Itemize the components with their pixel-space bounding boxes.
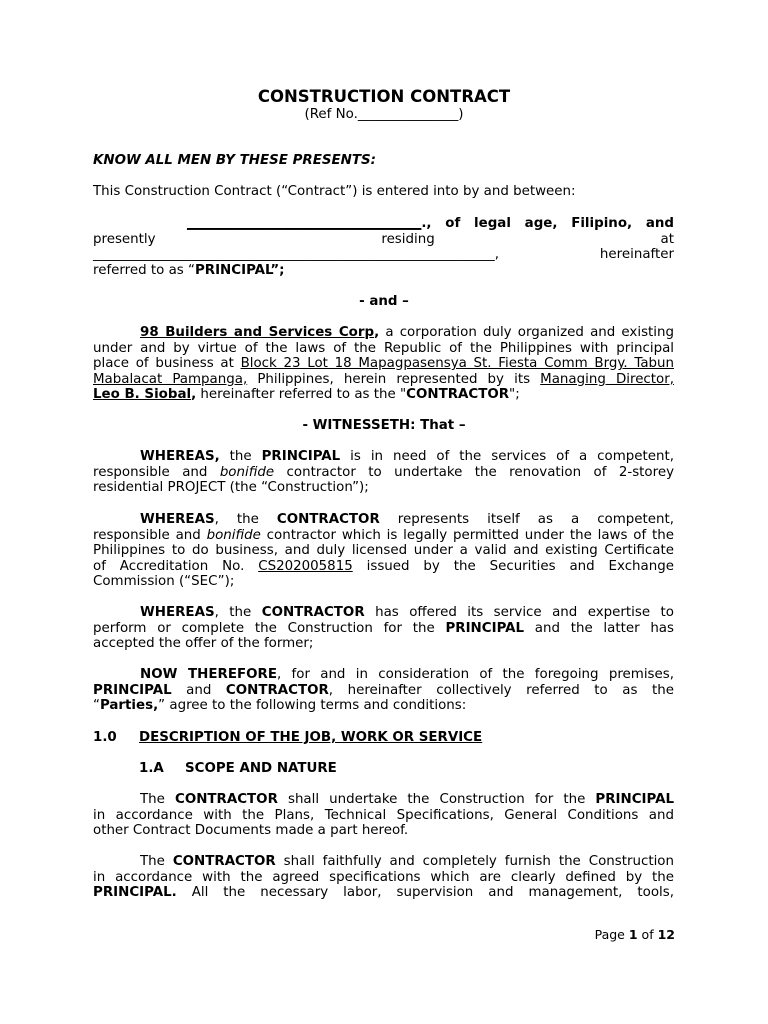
principal-line-2: presently residing at <box>93 231 674 247</box>
page-number: Page 1 of 12 <box>594 927 675 942</box>
accreditation-number: CS202005815 <box>258 558 353 574</box>
whereas-clause-3: WHEREAS, the CONTRACTOR has offered its service and expertise to perform or complete the Construction for the PRINCIPAL and the latter has accepted the offer of the former; <box>93 605 675 651</box>
section-1a-heading: 1.A SCOPE AND NATURE <box>139 761 337 776</box>
know-all-heading: KNOW ALL MEN BY THESE PRESENTS: <box>93 153 377 168</box>
contractor-block: 98 Builders and Services Corp, a corporation duly organized and existing under and by virtue of the laws of the Republic of the Philippines with principal place of business at Block 23 Lot 18 Mapagpasensya St. Fiesta Comm Brgy. Tabun Mabalacat Pampanga, Philippines, herein represented by its Managing Director, Leo B. Siobal, hereinafter referred to as the "CONTRACTOR"; <box>93 325 674 402</box>
whereas-clause-1: WHEREAS, the PRINCIPAL is in need of the services of a competent, responsible and bonifide contractor to undertake the renovation of 2-storey residential PROJECT (the “Construction”); <box>93 449 674 495</box>
principal-line-1: ___________________________________., of legal age, Filipino, and <box>187 216 674 231</box>
now-therefore-clause: NOW THEREFORE, for and in consideration of the foregoing premises, PRINCIPAL and CONTRACTOR, hereinafter collectively referred to as the “Parties,” agree to the following terms and conditions: <box>93 667 674 713</box>
contractor-address: Block 23 Lot 18 Mapagpasensya St. Fiesta Comm Brgy. Tabun <box>240 356 674 371</box>
contractor-representative: Leo B. Siobal <box>93 387 192 402</box>
witnesseth-heading: - WITNESSETH: That – <box>302 418 466 433</box>
contractor-company: 98 Builders and Services Corp <box>140 325 375 340</box>
document-title: CONSTRUCTION CONTRACT <box>257 87 511 106</box>
principal-block <box>93 216 674 278</box>
principal-address-blank[interactable]: ____________________________________________________________ <box>93 247 495 262</box>
section-1-heading: 1.0 DESCRIPTION OF THE JOB, WORK OR SERVICE <box>93 730 483 745</box>
scope-paragraph-2: The CONTRACTOR shall faithfully and completely furnish the Construction in accordance with the agreed specifications which are clearly defined by the PRINCIPAL. All the necessary labor, supervision and management, tools, <box>93 854 674 900</box>
scope-paragraph-1: The CONTRACTOR shall undertake the Construction for the PRINCIPAL in accordance with the Plans, Technical Specifications, General Conditions and other Contract Documents made a part hereof. <box>93 792 675 838</box>
principal-line-3: ____________________________________________________________, hereinafter <box>93 247 674 262</box>
principal-name-blank[interactable]: ___________________________________ <box>187 216 422 231</box>
reference-number: (Ref No._______________) <box>304 107 464 122</box>
intro-line: This Construction Contract (“Contract”) is entered into by and between: <box>93 184 576 199</box>
and-separator: - and – <box>359 294 409 309</box>
whereas-clause-2: WHEREAS, the CONTRACTOR represents itself as a competent, responsible and bonifide contractor which is legally permitted under the laws of the Philippines to do business, and duly licensed under a valid and existing Certificate of Accreditation No. CS202005815 issued by the Securities and Exchange Commission (“SEC”); <box>93 512 675 589</box>
principal-line-4: referred to as “PRINCIPAL”; <box>93 262 285 278</box>
